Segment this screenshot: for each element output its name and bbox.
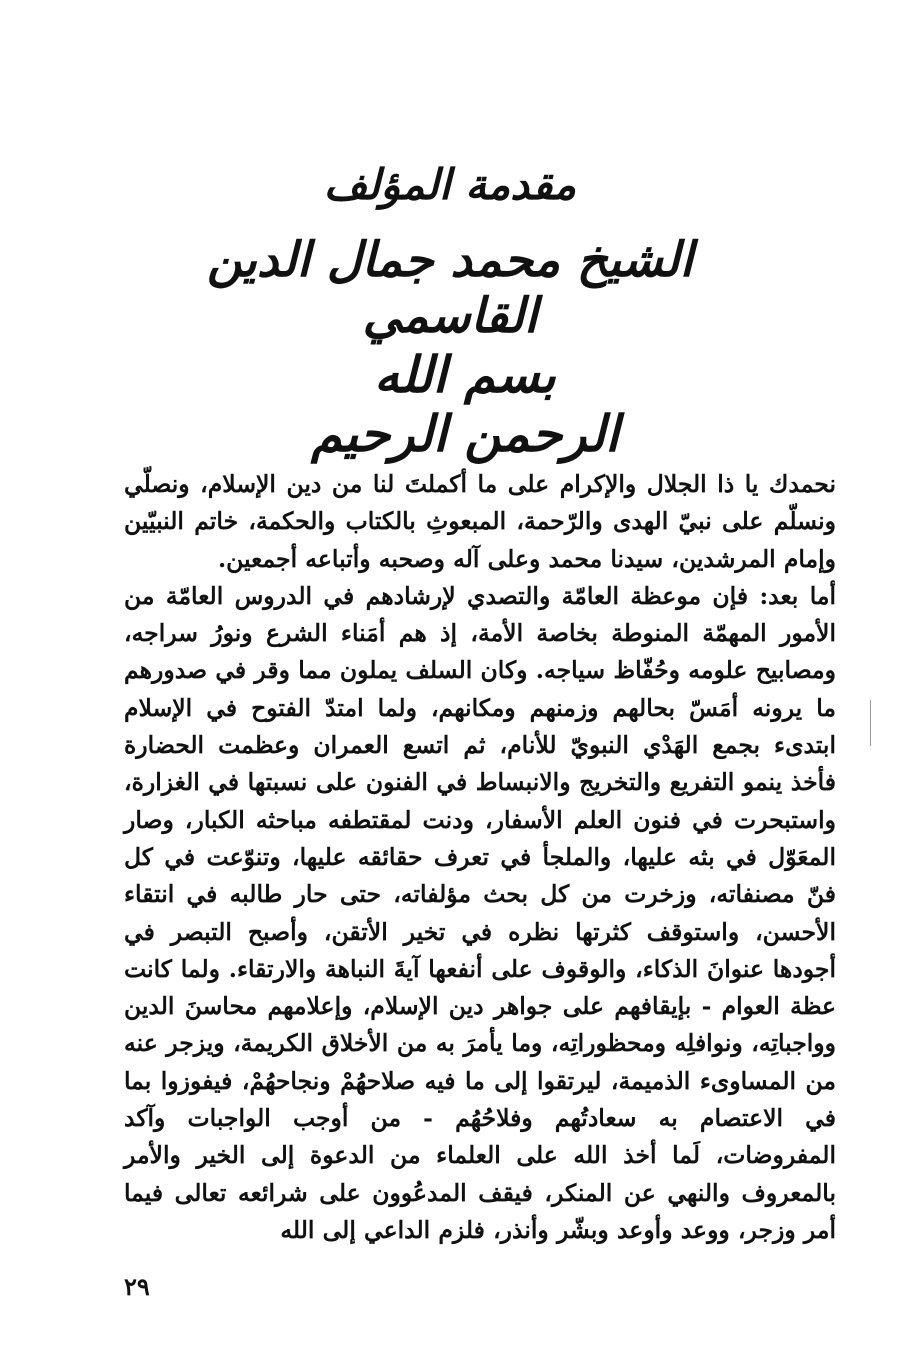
basmala-calligraphy: بسم الله الرحمن الرحيم [311, 345, 619, 463]
margin-line [870, 700, 871, 746]
heading-author-name: الشيخ محمد جمال الدين القاسمي [207, 232, 693, 344]
paragraph-opening: نحمدك يا ذا الجلال والإكرام على ما أكملتَ لنا من دين الإسلام، ونصلّي ونسلّم على نبيّ الهدى والرّحمة، المبعوثِ بالكتاب والحكمة، خاتم النبيّين وإمام المرشدين، سيدنا محمد وعلى آله وصحبه وأتباعه أجمعين. [124, 470, 836, 573]
paragraph-main: أما بعد: فإن موعظة العامّة والتصدي لإرشادهم في الدروس العامّة من الأمور المهمّة المنوطة بخاصة الأمة، إذ هم أمَناء الشرع ونورُ سراجه، ومصابيح علومه وحُفّاظ سياجه. وكان السلف يملون مما وقر في صدورهم ما يرونه أمَسّ بحالهم وزمنهم ومكانهم، ولما امتدّ الفتوح في الإسلام ابتدىء بجمع الهَدْي النبويّ للأنام، ثم اتسع العمران وعظمت الحضارة فأخذ ينمو التفريع والتخريج والانبساط في الفنون على نسبتها في الغزارة، واستبحرت في فنون العلم الأسفار، ودنت لمقتطفه مباحثه الكبار، وصار المعَوّل في بثه عليها، والملجأ في تعرف حقائقه عليها، وتنوّعت في كل فنّ مصنفاته، وزخرت من كل بحث مؤلفاته، حتى حار طالبه في انتقاء الأحسن، واستوقف كثرتها نظره في تخير الأتقن، وأصبح التبصر في أجودها عنوانَ الذكاء، والوقوف على أنفعها آيةَ النباهة والارتقاء. ولما كانت عظة العوام - بإيقافهم على جواهر دين الإسلام، وإعلامهم محاسنَ الدين وواجباتِه، ونوافلِه ومحظوراتِه، وما يأمرَ به من الأخلاق الكريمة، ويزجر عنه من المساوىء الذميمة، ليرتقوا إلى ما فيه صلاحهُمْ ونجاحهُمْ، فيفوزوا بما في الاعتصام به سعادتُهم وفلاحُهُم - من أوجب الواجبات وآكد المفروضات، لَما أخذ الله على العلماء من الدعوة إلى الخير والأمر بالمعروف والنهي عن المنكر، فيقف المدعُوون على شرائعه تعالى فيما أمر وزجر، ووعد وأوعد وبشّر وأنذر، فلزم الداعي إلى الله [124, 581, 836, 1244]
page-number: ٢٩ [124, 1272, 150, 1301]
heading-author-preface: مقدمة المؤلف [323, 160, 577, 209]
body-text [124, 466, 836, 1249]
